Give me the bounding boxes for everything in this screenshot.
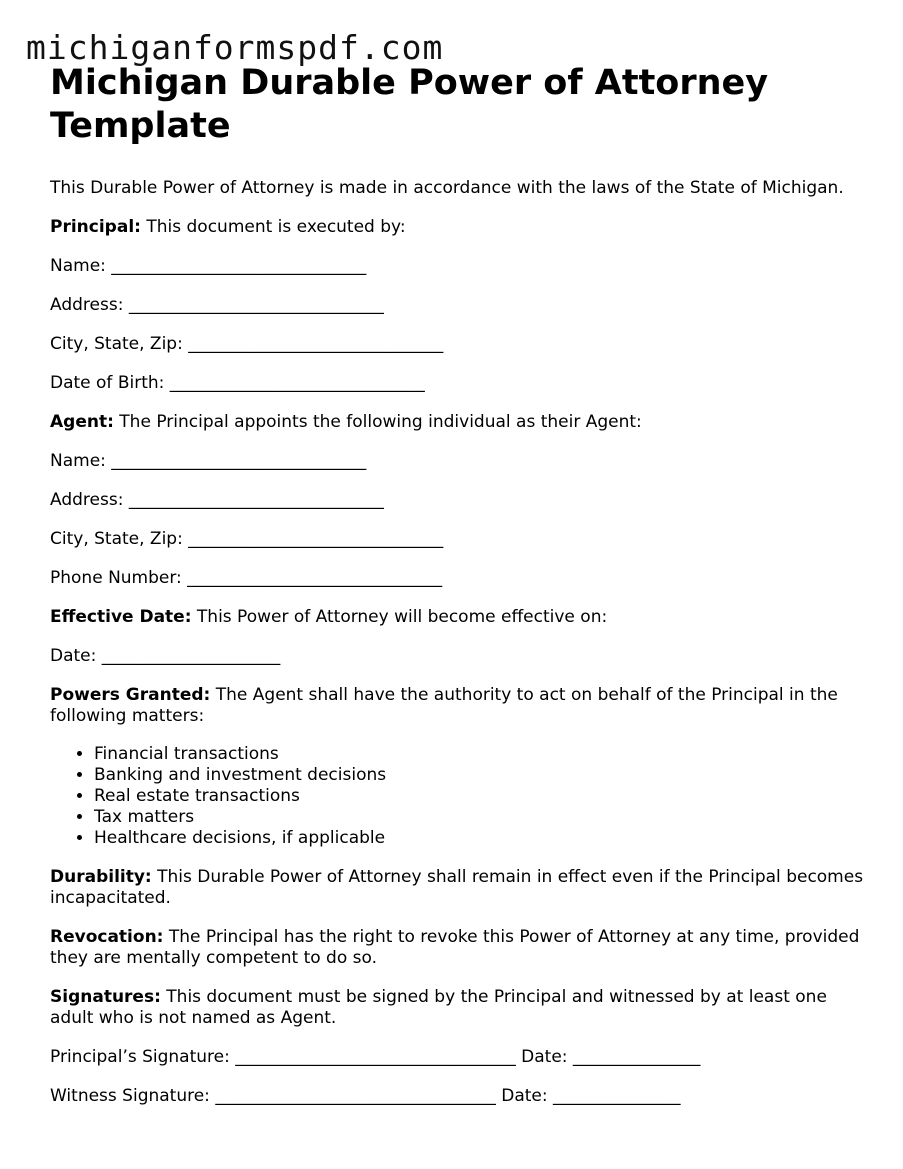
witness-signature-field[interactable]: Witness Signature: _________________________________ Date: _______________ <box>50 1086 681 1106</box>
list-item: • Tax matters <box>94 807 865 828</box>
list-item: • Financial transactions <box>94 744 865 765</box>
principal-dob-field[interactable]: Date of Birth: ______________________________ <box>50 373 425 393</box>
principal-section <box>50 217 865 238</box>
document-title: Michigan Durable Power of Attorney Template <box>50 63 769 146</box>
signatures-text: This document must be signed by the Principal and witnessed by at least one adult who is not named as Agent. <box>50 987 827 1028</box>
intro-paragraph: This Durable Power of Attorney is made in accordance with the laws of the State of Michigan. <box>50 178 844 198</box>
agent-heading: Agent: <box>50 412 114 432</box>
agent-address-field[interactable]: Address: ______________________________ <box>50 490 384 510</box>
principal-heading: Principal: <box>50 217 141 237</box>
agent-section <box>50 412 865 433</box>
revocation-section <box>50 927 865 969</box>
revocation-text: The Principal has the right to revoke this Power of Attorney at any time, provided they are mentally competent to do so. <box>50 927 860 968</box>
powers-list <box>50 744 865 849</box>
principal-city-field[interactable]: City, State, Zip: ______________________________ <box>50 334 444 354</box>
effective-text: This Power of Attorney will become effective on: <box>191 607 608 627</box>
agent-name-field[interactable]: Name: ______________________________ <box>50 451 367 471</box>
durability-section <box>50 867 865 909</box>
durability-heading: Durability: <box>50 867 152 887</box>
revocation-heading: Revocation: <box>50 927 164 947</box>
durability-text: This Durable Power of Attorney shall remain in effect even if the Principal becomes incapacitated. <box>50 867 864 908</box>
effective-section <box>50 607 865 628</box>
signatures-section <box>50 987 865 1029</box>
principal-address-field[interactable]: Address: ______________________________ <box>50 295 384 315</box>
principal-text: This document is executed by: <box>140 217 406 237</box>
powers-section <box>50 685 865 727</box>
signatures-heading: Signatures: <box>50 987 161 1007</box>
list-item: • Real estate transactions <box>94 786 865 807</box>
agent-city-field[interactable]: City, State, Zip: ______________________________ <box>50 529 444 549</box>
effective-date-field[interactable]: Date: _____________________ <box>50 646 281 666</box>
principal-name-field[interactable]: Name: ______________________________ <box>50 256 367 276</box>
list-item: • Banking and investment decisions <box>94 765 865 786</box>
agent-text: The Principal appoints the following individual as their Agent: <box>113 412 642 432</box>
document-body <box>50 62 865 1107</box>
powers-text: The Agent shall have the authority to act on behalf of the Principal in the following matters: <box>50 685 838 726</box>
effective-heading: Effective Date: <box>50 607 192 627</box>
list-item: • Healthcare decisions, if applicable <box>94 828 865 849</box>
principal-signature-field[interactable]: Principal’s Signature: _________________________________ Date: _______________ <box>50 1047 701 1067</box>
powers-heading: Powers Granted: <box>50 685 211 705</box>
agent-phone-field[interactable]: Phone Number: ______________________________ <box>50 568 443 588</box>
site-watermark: michiganformspdf.com <box>26 28 444 67</box>
